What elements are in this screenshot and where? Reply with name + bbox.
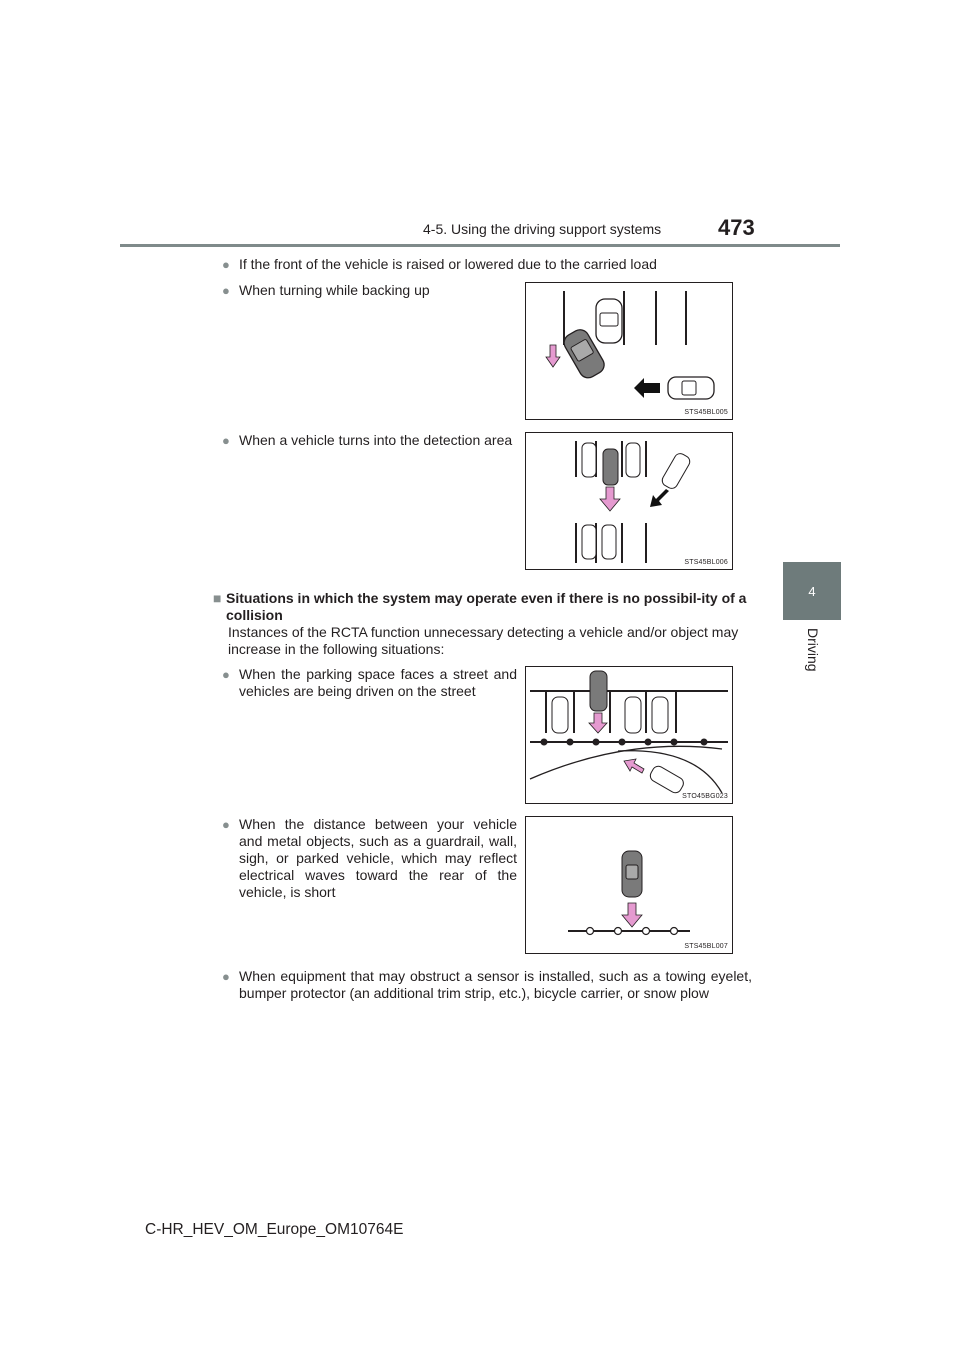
section-heading-text: Situations in which the system may operate even if there is no possibil-ity of a collision — [226, 590, 747, 623]
header-divider — [120, 244, 840, 247]
bullet-text: When the parking space faces a street and vehicles are being driven on the street — [239, 666, 517, 699]
street-car-icon — [648, 764, 685, 795]
figure-parking-facing-street — [525, 666, 733, 804]
figure-code: STO45BG023 — [682, 793, 728, 800]
heading-square-icon: ■ — [213, 590, 222, 606]
section-intro: Instances of the RCTA function unnecessary detecting a vehicle and/or object may increase in the following situations: — [228, 624, 739, 657]
parked-car-icon — [582, 525, 596, 559]
approaching-car-icon — [668, 377, 714, 399]
parked-car-icon — [582, 443, 596, 477]
black-arrow-icon — [634, 378, 660, 398]
figure-metal-objects — [525, 816, 733, 954]
bullet-text: If the front of the vehicle is raised or lowered due to the carried load — [239, 256, 657, 272]
footer-doc-id: C-HR_HEV_OM_Europe_OM10764E — [145, 1221, 404, 1238]
figure-code: STS45BL005 — [684, 409, 728, 416]
chapter-number: 4 — [808, 583, 816, 599]
bullet-text: When equipment that may obstruct a sensor is installed, such as a towing eyelet, bumper protector (an additional trim strip, etc.), bicycle carrier, or snow plow — [239, 968, 752, 1001]
bullet-item — [222, 816, 517, 901]
pink-arrow-icon — [600, 487, 620, 511]
section-title: 4-5. Using the driving support systems — [423, 221, 662, 237]
parked-car-icon — [552, 697, 568, 733]
pink-arrow-icon — [546, 345, 560, 367]
parked-car-icon — [626, 443, 640, 477]
figure-vehicle-turning-in — [525, 432, 733, 570]
chapter-label-container — [784, 628, 840, 688]
parked-car-icon — [596, 299, 622, 343]
own-car-icon — [603, 449, 618, 485]
bullet-item — [222, 432, 517, 449]
guardrail-illustration — [526, 817, 732, 953]
parked-car-icon — [625, 697, 641, 733]
bullet-icon: ● — [222, 283, 230, 298]
turning-car-icon — [660, 451, 692, 490]
bullet-icon: ● — [222, 667, 230, 682]
chapter-label: Driving — [805, 628, 821, 672]
black-arrow-icon — [650, 489, 669, 507]
bullet-icon: ● — [222, 817, 230, 832]
bullet-icon: ● — [222, 433, 230, 448]
figure-turning-backing — [525, 282, 733, 420]
figure-code: STS45BL006 — [684, 559, 728, 566]
parking-illustration — [526, 667, 732, 803]
section-heading — [213, 590, 753, 624]
bullet-item — [222, 256, 752, 273]
parked-car-icon — [602, 525, 616, 559]
bullet-item — [222, 968, 752, 1002]
bullet-item — [222, 666, 517, 700]
figure-code: STS45BL007 — [684, 943, 728, 950]
parking-illustration — [526, 433, 732, 569]
bullet-text: When a vehicle turns into the detection area — [239, 432, 513, 448]
page-number: 473 — [718, 215, 755, 240]
own-car-icon — [590, 671, 607, 711]
chapter-tab — [783, 562, 841, 620]
parking-illustration — [526, 283, 732, 419]
pink-arrow-icon — [589, 713, 607, 733]
bullet-text: When the distance between your vehicle and metal objects, such as a guardrail, wall, sigh, or parked vehicle, which may reflect electrical waves toward the rear of the vehicle, is short — [239, 816, 517, 900]
pink-arrow-icon — [624, 759, 644, 773]
bullet-item — [222, 282, 517, 299]
bullet-text: When turning while backing up — [239, 282, 430, 298]
parked-car-icon — [652, 697, 668, 733]
pink-arrow-icon — [622, 903, 642, 927]
bullet-icon: ● — [222, 257, 230, 272]
bullet-icon: ● — [222, 969, 230, 984]
